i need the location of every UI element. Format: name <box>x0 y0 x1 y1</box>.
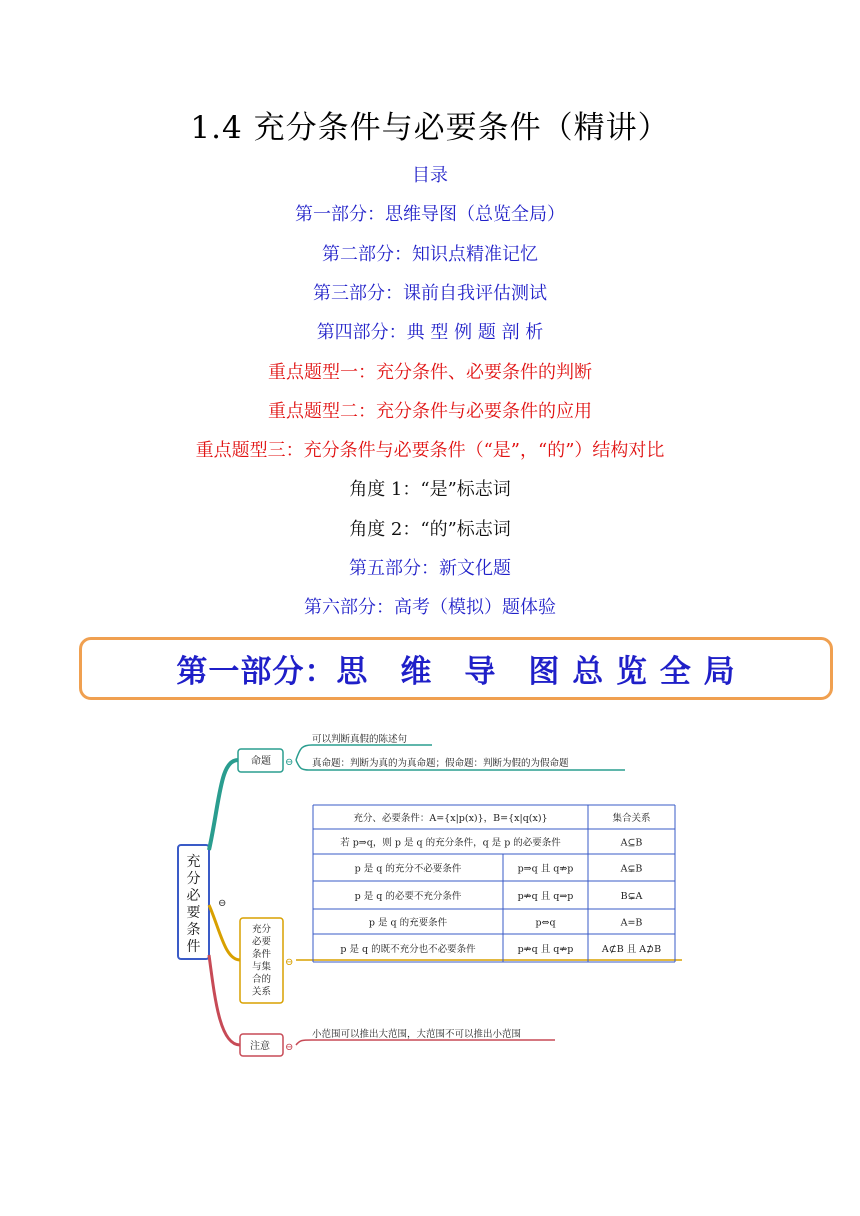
table-cell: A⊆B <box>620 837 643 849</box>
root-label-char: 分 <box>186 871 201 887</box>
toc-item[interactable]: 第六部分：高考（模拟）题体验 <box>304 597 556 619</box>
table-cell: A⊄B 且 A⊅B <box>601 944 662 955</box>
table-cell: p⇏q 且 q⇏p <box>517 944 574 955</box>
set-relation-label-line: 充分 <box>251 924 272 935</box>
table-cell: p 是 q 的充分不必要条件 <box>354 863 462 875</box>
toc-item[interactable]: 重点题型一：充分条件、必要条件的判断 <box>268 361 592 383</box>
table-cell: p⇒q 且 q⇏p <box>517 863 574 875</box>
note-leaf-1: 小范围可以推出大范围，大范围不可以推出小范围 <box>312 1029 522 1040</box>
set-relation-label-line: 与集 <box>251 961 272 973</box>
branch-proposition-label: 命题 <box>251 756 271 767</box>
set-relation-label-line: 关系 <box>251 986 272 998</box>
branch-set-relation-collapse-icon[interactable]: ⊖ <box>285 957 294 968</box>
branch-connector-note <box>209 955 240 1045</box>
toc-item[interactable]: 第一部分：思维导图（总览全局） <box>295 204 565 226</box>
root-collapse-icon[interactable]: ⊖ <box>218 898 227 909</box>
table-cell: p⇔q <box>535 917 556 929</box>
toc-item[interactable]: 第三部分：课前自我评估测试 <box>313 282 547 304</box>
set-relation-table <box>313 805 675 962</box>
root-label-char: 充 <box>186 854 201 870</box>
toc-item[interactable]: 第四部分：典 型 例 题 剖 析 <box>316 322 544 344</box>
proposition-leaf-2: 真命题：判断为真的为真命题；假命题：判断为假的为假命题 <box>312 758 569 769</box>
proposition-leaf-1: 可以判断真假的陈述句 <box>312 734 408 745</box>
table-cell: A⊊B <box>620 863 643 875</box>
toc-item[interactable]: 第五部分：新文化题 <box>349 558 511 579</box>
table-cell: A=B <box>620 917 643 929</box>
table-cell: p 是 q 的必要不充分条件 <box>354 891 462 902</box>
section-banner-text: 第一部分：思 维 导 图 总 览 全 局 <box>176 654 736 690</box>
mind-map-root-label <box>187 854 202 955</box>
toc-item[interactable]: 重点题型二：充分条件与必要条件的应用 <box>268 400 592 422</box>
set-relation-label-line: 合的 <box>251 974 272 985</box>
table-cell: 若 p⇒q，则 p 是 q 的充分条件，q 是 p 的必要条件 <box>340 837 561 849</box>
table-cell: B⊊A <box>620 891 643 902</box>
branch-note-collapse-icon[interactable]: ⊖ <box>285 1042 294 1053</box>
table-header-condition: 充分、必要条件：A={x|p(x)}，B={x|q(x)} <box>353 813 548 824</box>
toc-item[interactable]: 角度 1：“是”标志词 <box>349 479 511 501</box>
table-cell: p⇏q 且 q⇒p <box>517 891 574 902</box>
set-relation-label-line: 必要 <box>251 936 272 948</box>
toc-item[interactable]: 第二部分：知识点精准记忆 <box>322 243 538 265</box>
branch-connector-set-relation <box>209 905 240 960</box>
branch-note-label: 注意 <box>250 1041 270 1052</box>
root-label-char: 必 <box>186 888 201 904</box>
toc-item[interactable]: 角度 2：“的”标志词 <box>349 518 511 540</box>
branch-connector-proposition <box>209 760 238 850</box>
toc-item[interactable]: 目录 <box>412 165 448 186</box>
root-label-char: 要 <box>186 905 201 921</box>
table-cell: p 是 q 的充要条件 <box>368 917 448 929</box>
root-label-char: 条 <box>186 922 201 938</box>
set-relation-label-line: 条件 <box>251 949 272 960</box>
toc-item[interactable]: 重点题型三：充分条件与必要条件（“是”，“的”）结构对比 <box>195 440 665 462</box>
page-title: 1.4 充分条件与必要条件（精讲） <box>190 110 670 146</box>
table-cell: p 是 q 的既不充分也不必要条件 <box>340 944 476 955</box>
branch-proposition-collapse-icon[interactable]: ⊖ <box>285 757 294 768</box>
table-header-set-relation: 集合关系 <box>612 813 651 824</box>
root-label-char: 件 <box>186 939 201 955</box>
